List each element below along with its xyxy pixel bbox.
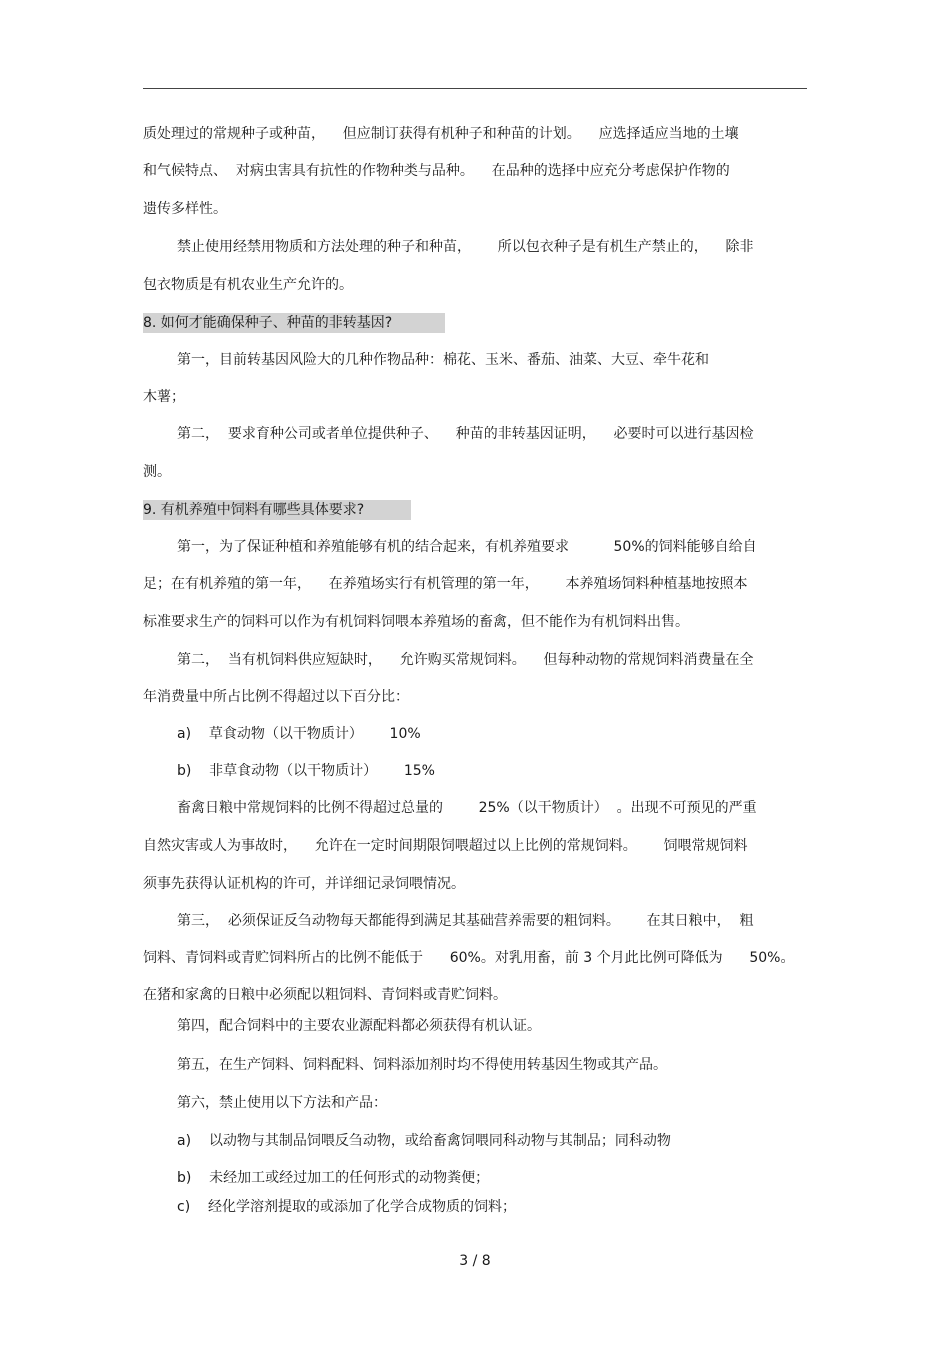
list-item: a) 草食动物（以干物质计） 10%	[177, 726, 421, 742]
paragraph-line: 自然灾害或人为事故时， 允许在一定时间期限饲喂超过以上比例的常规饲料。 饲喂常规饲料	[143, 838, 748, 854]
paragraph-line: 畜禽日粮中常规饲料的比例不得超过总量的 25%（以干物质计） 。出现不可预见的严重	[177, 800, 757, 816]
paragraph-line: 在猪和家禽的日粮中必须配以粗饲料、青饲料或青贮饲料。	[143, 987, 507, 1003]
list-item: c) 经化学溶剂提取的或添加了化学合成物质的饲料；	[177, 1199, 516, 1215]
list-item: b) 未经加工或经过加工的任何形式的动物粪便；	[177, 1170, 490, 1186]
paragraph-line: 第一，为了保证种植和养殖能够有机的结合起来，有机养殖要求 50%的饲料能够自给自	[177, 539, 757, 555]
paragraph-line: 第二， 要求育种公司或者单位提供种子、 种苗的非转基因证明， 必要时可以进行基因检	[177, 426, 754, 442]
section-heading: 8. 如何才能确保种子、种苗的非转基因?	[143, 313, 445, 333]
paragraph-line: 第三， 必须保证反刍动物每天都能得到满足其基础营养需要的粗饲料。 在其日粮中， 粗	[177, 913, 754, 929]
paragraph-line: 和气候特点、 对病虫害具有抗性的作物种类与品种。 在品种的选择中应充分考虑保护作物的	[143, 163, 730, 179]
paragraph-line: 包衣物质是有机农业生产允许的。	[143, 277, 353, 293]
paragraph-line: 质处理过的常规种子或种苗， 但应制订获得有机种子和种苗的计划。 应选择适应当地的土壤	[143, 126, 739, 142]
page-number: 3 / 8	[459, 1253, 491, 1269]
list-item: a) 以动物与其制品饲喂反刍动物，或给畜禽饲喂同科动物与其制品；同科动物	[177, 1133, 671, 1149]
paragraph-line: 第一，目前转基因风险大的几种作物品种：棉花、玉米、番茄、油菜、大豆、牵牛花和	[177, 352, 709, 368]
section-heading: 9. 有机养殖中饲料有哪些具体要求?	[143, 500, 411, 520]
list-item: b) 非草食动物（以干物质计） 15%	[177, 763, 435, 779]
header-rule	[143, 88, 807, 89]
paragraph-line: 第四，配合饲料中的主要农业源配料都必须获得有机认证。	[177, 1018, 541, 1034]
paragraph-line: 遗传多样性。	[143, 201, 227, 217]
paragraph-line: 足；在有机养殖的第一年， 在养殖场实行有机管理的第一年， 本养殖场饲料种植基地按照本	[143, 576, 748, 592]
paragraph-line: 测。	[143, 464, 171, 480]
paragraph-line: 木薯；	[143, 389, 185, 405]
paragraph-line: 第六，禁止使用以下方法和产品：	[177, 1095, 387, 1111]
paragraph-line: 年消费量中所占比例不得超过以下百分比：	[143, 689, 409, 705]
paragraph-line: 禁止使用经禁用物质和方法处理的种子和种苗， 所以包衣种子是有机生产禁止的， 除非	[177, 239, 754, 255]
paragraph-line: 标准要求生产的饲料可以作为有机饲料饲喂本养殖场的畜禽，但不能作为有机饲料出售。	[143, 614, 689, 630]
paragraph-line: 饲料、青饲料或青贮饲料所占的比例不能低于 60%。对乳用畜，前 3 个月此比例可降低为 50%。	[143, 950, 795, 966]
paragraph-line: 须事先获得认证机构的许可，并详细记录饲喂情况。	[143, 876, 465, 892]
paragraph-line: 第二， 当有机饲料供应短缺时， 允许购买常规饲料。 但每种动物的常规饲料消费量在全	[177, 652, 754, 668]
paragraph-line: 第五，在生产饲料、饲料配料、饲料添加剂时均不得使用转基因生物或其产品。	[177, 1057, 667, 1073]
